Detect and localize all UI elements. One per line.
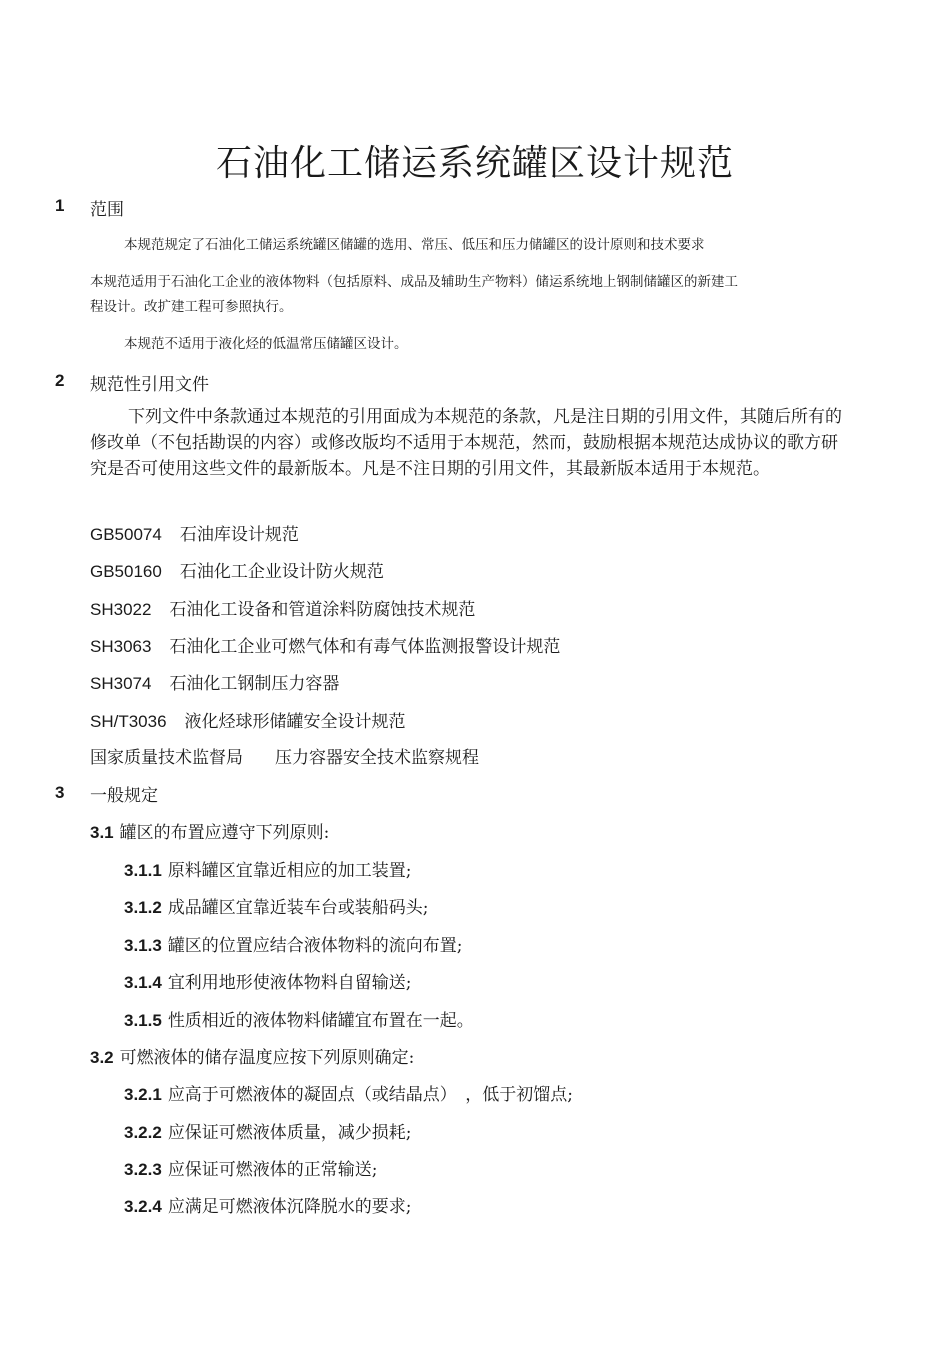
- clause-item: [124, 968, 412, 993]
- clause-item: [124, 1080, 573, 1105]
- clause-text: 罐区的布置应遵守下列原则:: [119, 823, 330, 843]
- clause-item: [124, 931, 463, 956]
- reference-name: 石油库设计规范: [179, 525, 299, 545]
- clause-text: 应高于可燃液体的凝固点（或结晶点） ，低于初馏点;: [167, 1085, 574, 1105]
- clause-text: 应保证可燃液体的正常输送;: [167, 1160, 378, 1180]
- section-3-heading: 一般规定: [90, 786, 158, 806]
- clause-text: 宜利用地形使液体物料自留输送;: [167, 973, 412, 993]
- clause-number: 3.1.2: [124, 898, 162, 917]
- clause-item: [124, 1155, 378, 1180]
- section-1-paragraph-3: 本规范不适用于液化烃的低温常压储罐区设计。: [124, 336, 408, 352]
- clause-number: 3.2: [90, 1048, 114, 1067]
- section-1-heading: 范围: [90, 200, 124, 220]
- clause-text: 罐区的位置应结合液体物料的流向布置;: [167, 936, 463, 956]
- section-1-paragraph-2-line-1: 本规范适用于石油化工企业的液体物料（包括原料、成品及辅助生产物料）储运系统地上钢制储罐区的新建工: [90, 274, 738, 290]
- reference-name: 石油化工钢制压力容器: [169, 674, 340, 694]
- reference-name: 石油化工企业可燃气体和有毒气体监测报警设计规范: [169, 637, 561, 657]
- clause-number: 3.1: [90, 823, 114, 842]
- reference-code: GB50160: [90, 562, 162, 581]
- clause-number: 3.2.1: [124, 1085, 162, 1104]
- clause-3-1: [90, 818, 329, 843]
- reference-code: SH/T3036: [90, 712, 167, 731]
- clause-item: [124, 1192, 412, 1217]
- clause-item: [124, 856, 412, 881]
- section-1-paragraph-1: 本规范规定了石油化工储运系统罐区储罐的选用、常压、低压和压力储罐区的设计原则和技术要求: [124, 237, 705, 253]
- section-1-paragraph-2-line-2: 程设计。改扩建工程可参照执行。: [90, 299, 293, 315]
- document-title: 石油化工储运系统罐区设计规范: [215, 143, 734, 184]
- clause-item: [124, 1006, 474, 1031]
- clause-text: 成品罐区宜靠近装车台或装船码头;: [167, 898, 429, 918]
- section-3-number: 3: [55, 783, 65, 802]
- clause-number: 3.1.1: [124, 861, 162, 880]
- clause-number: 3.2.3: [124, 1160, 162, 1179]
- section-2-heading: 规范性引用文件: [90, 375, 209, 395]
- reference-code: SH3074: [90, 674, 152, 693]
- clause-number: 3.2.4: [124, 1197, 162, 1216]
- section-1-number: 1: [55, 196, 65, 215]
- reference-name: 液化烃球形储罐安全设计规范: [184, 712, 406, 732]
- reference-name: 压力容器安全技术监察规程: [275, 748, 479, 768]
- section-2-number: 2: [55, 371, 65, 390]
- section-2-intro-paragraph: 下列文件中条款通过本规范的引用面成为本规范的条款，凡是注日期的引用文件，其随后所有的修改单（不包括勘误的内容）或修改版均不适用于本规范，然而，鼓励根据本规范达成协议的歌方研究是否可使用这些文件的最新版本。凡是不注日期的引用文件，其最新版本适用于本规范。: [90, 407, 842, 479]
- reference-name: 石油化工企业设计防火规范: [179, 562, 384, 582]
- clause-text: 应保证可燃液体质量，减少损耗;: [167, 1123, 412, 1143]
- clause-text: 应满足可燃液体沉降脱水的要求;: [167, 1197, 412, 1217]
- reference-name: 石油化工设备和管道涂料防腐蚀技术规范: [169, 600, 476, 620]
- reference-item: [90, 520, 299, 545]
- reference-item: [90, 595, 475, 620]
- clause-item: [124, 893, 429, 918]
- clause-number: 3.2.2: [124, 1123, 162, 1142]
- clause-text: 可燃液体的储存温度应按下列原则确定:: [119, 1048, 415, 1068]
- reference-item: [90, 557, 384, 582]
- reference-code: SH3022: [90, 600, 152, 619]
- reference-code: 国家质量技术监督局: [90, 748, 243, 768]
- reference-code: SH3063: [90, 637, 152, 656]
- clause-number: 3.1.4: [124, 973, 162, 992]
- reference-item: [90, 707, 406, 732]
- clause-number: 3.1.5: [124, 1011, 162, 1030]
- reference-item: [90, 632, 560, 657]
- clause-3-2: [90, 1043, 414, 1068]
- clause-text: 性质相近的液体物料储罐宜布置在一起。: [167, 1011, 474, 1031]
- clause-item: [124, 1118, 412, 1143]
- clause-text: 原料罐区宜靠近相应的加工装置;: [167, 861, 412, 881]
- clause-number: 3.1.3: [124, 936, 162, 955]
- reference-item: [90, 669, 339, 694]
- reference-item: [90, 743, 479, 768]
- reference-code: GB50074: [90, 525, 162, 544]
